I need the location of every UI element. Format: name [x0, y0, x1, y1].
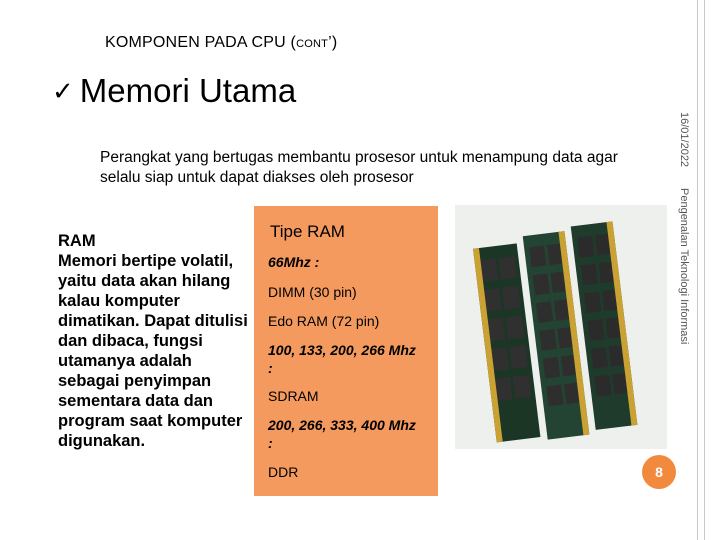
- slide-subject: [676, 188, 690, 368]
- ram-types-title: Tipe RAM: [270, 222, 345, 241]
- slide-title: [105, 34, 337, 52]
- ram-type-item: DDR: [268, 464, 299, 480]
- date-text: 16/01/2022: [678, 112, 690, 168]
- ram-description: [58, 231, 248, 451]
- page-number-badge: 8: [642, 455, 676, 489]
- ram-type-item: 200, 266, 333, 400 Mhz :: [268, 417, 416, 451]
- intro-text: Perangkat yang bertugas membantu prosesor untuk menampung data agar selalu siap untuk dapat diakses oleh prosesor: [100, 149, 618, 186]
- ram-type-item: 66Mhz :: [268, 254, 320, 270]
- checkmark-icon: ✓: [52, 75, 74, 106]
- ram-modules-photo: [455, 205, 667, 449]
- ram-type-item: DIMM (30 pin): [268, 284, 357, 300]
- ram-type-item: Edo RAM (72 pin): [268, 313, 380, 329]
- ram-type-item: 100, 133, 200, 266 Mhz :: [268, 342, 416, 376]
- ram-type-item: SDRAM: [268, 388, 319, 404]
- right-border-line: [697, 0, 698, 540]
- ram-text: Memori bertipe volatil, yaitu data akan hilang kalau komputer dimatikan. Dapat ditulisi dan dibaca, fungsi utamanya adalah sebagai penyimpan sementara data dan program saat komputer digunakan.: [58, 252, 248, 450]
- section-heading: [52, 72, 296, 110]
- right-border-line-inner: [704, 0, 705, 540]
- ram-title: RAM: [58, 232, 96, 250]
- title-end: ’): [328, 34, 338, 51]
- heading-text: Memori Utama: [79, 72, 297, 109]
- slide-date: [676, 112, 690, 182]
- title-main: KOMPONEN PADA CPU (: [105, 34, 297, 51]
- title-small: CONT: [296, 38, 329, 50]
- subject-text: Pengenalan Teknologi Informasi: [678, 188, 690, 345]
